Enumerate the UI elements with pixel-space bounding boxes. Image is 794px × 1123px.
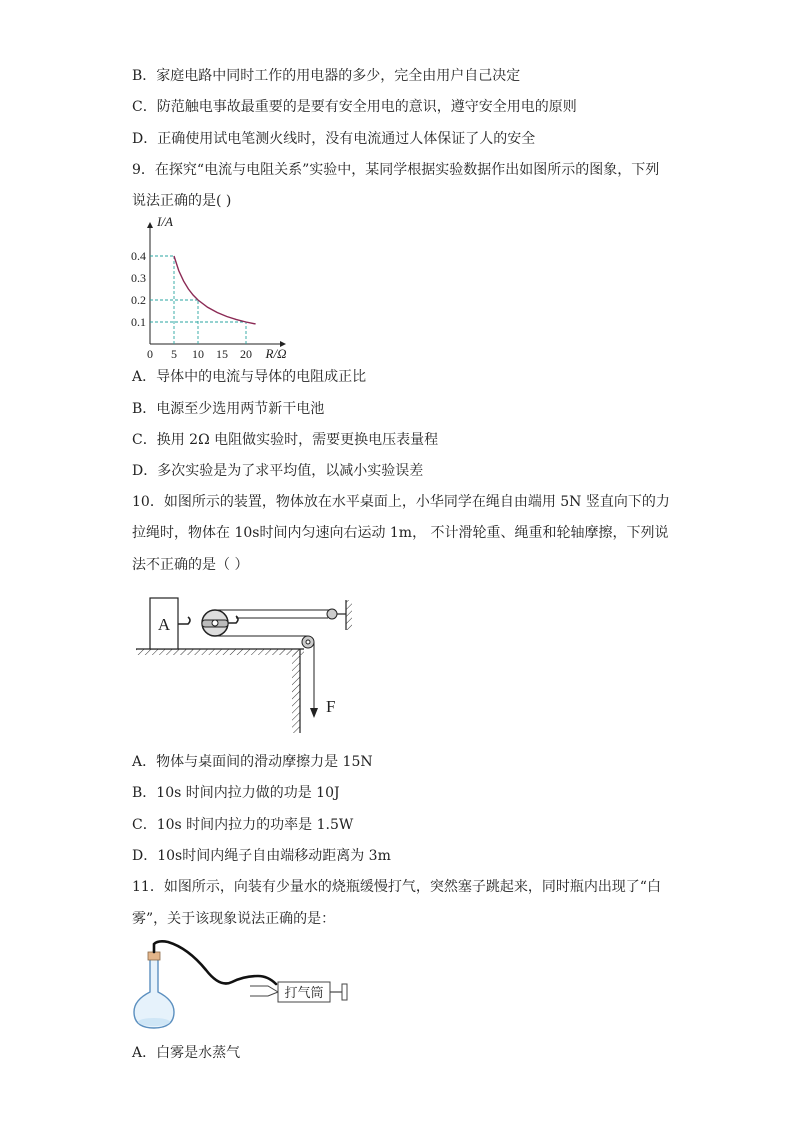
pulley-axle bbox=[212, 620, 218, 626]
q11-stem-line-1: 11．如图所示，向装有少量水的烧瓶缓慢打气，突然塞子跳起来，同时瓶内出现了“白 bbox=[132, 879, 661, 895]
q9-option-b: B．电源至少选用两节新干电池 bbox=[132, 401, 325, 417]
current-resistance-chart bbox=[128, 212, 313, 362]
x-axis-label: R/Ω bbox=[265, 346, 287, 361]
q9-option-a: A．导体中的电流与导体的电阻成正比 bbox=[132, 369, 367, 385]
chart-layer bbox=[131, 214, 286, 361]
q8-option-d: D．正确使用试电笔测火线时，没有电流通过人体保证了人的安全 bbox=[132, 131, 536, 147]
curve-series-line bbox=[174, 256, 256, 324]
fixed-pulley-wall bbox=[327, 609, 337, 619]
corner-pulley-axle bbox=[306, 640, 310, 644]
x-tick-label-1: 5 bbox=[171, 347, 177, 361]
block-a-label: A bbox=[157, 615, 171, 634]
q8-option-b: B．家庭电路中同时工作的用电器的多少，完全由用户自己决定 bbox=[132, 68, 521, 84]
pump-nozzle bbox=[250, 986, 278, 996]
force-label: F bbox=[326, 697, 336, 716]
force-arrow bbox=[310, 708, 318, 718]
q9-stem-line-1: 9．在探究“电流与电阻关系”实验中，某同学根据实验数据作出如图所示的图象，下列 bbox=[132, 162, 660, 178]
y-tick-label-3: 0.4 bbox=[131, 249, 146, 263]
pulley-figure bbox=[132, 590, 362, 735]
table-edge-hatch bbox=[292, 649, 300, 733]
q10-stem-line-2: 拉绳时，物体在 10s时间内匀速向右运动 1m， 不计滑轮重、绳重和轮轴摩擦，下列说 bbox=[132, 525, 669, 541]
q10-stem-line-3: 法不正确的是（ ） bbox=[132, 557, 249, 573]
pump-handle bbox=[342, 984, 347, 1000]
flask bbox=[134, 958, 174, 1028]
q10-option-d: D．10s时间内绳子自由端移动距离为 3m bbox=[132, 848, 391, 864]
pulley-hook-right bbox=[228, 616, 238, 623]
y-tick-label-0: 0.1 bbox=[131, 315, 146, 329]
hook bbox=[178, 617, 190, 624]
y-tick-label-2: 0.3 bbox=[131, 271, 146, 285]
q9-stem-line-2: 说法正确的是( ) bbox=[132, 193, 232, 209]
x-tick-label-2: 10 bbox=[192, 347, 204, 361]
air-tube bbox=[154, 941, 276, 984]
x-tick-label-0: 0 bbox=[147, 347, 153, 361]
y-axis-label: I/A bbox=[157, 214, 173, 229]
pump-label: 打气筒 bbox=[284, 985, 324, 1000]
y-tick-label-1: 0.2 bbox=[131, 293, 146, 307]
q9-option-d: D．多次实验是为了求平均值，以减小实验误差 bbox=[132, 463, 424, 479]
q10-option-c: C．10s 时间内拉力的功率是 1.5W bbox=[132, 817, 354, 833]
wall-hatch bbox=[346, 600, 352, 630]
y-axis-arrow bbox=[147, 222, 153, 228]
table-surface-hatch bbox=[136, 649, 304, 655]
flask-pump-figure bbox=[128, 940, 358, 1035]
q9-option-c: C．换用 2Ω 电阻做实验时，需要更换电压表量程 bbox=[132, 432, 439, 448]
q10-option-b: B．10s 时间内拉力做的功是 10J bbox=[132, 785, 340, 801]
q11-stem-line-2: 雾”，关于该现象说法正确的是： bbox=[132, 911, 336, 927]
x-tick-label-4: 20 bbox=[240, 347, 252, 361]
flask-water bbox=[138, 1018, 170, 1026]
q10-stem-line-1: 10．如图所示的装置，物体放在水平桌面上，小华同学在绳自由端用 5N 竖直向下的力 bbox=[132, 494, 670, 510]
q10-option-a: A．物体与桌面间的滑动摩擦力是 15N bbox=[132, 754, 373, 770]
q11-option-a: A．白雾是水蒸气 bbox=[132, 1045, 241, 1061]
q8-option-c: C．防范触电事故最重要的是要有安全用电的意识，遵守安全用电的原则 bbox=[132, 99, 577, 115]
x-tick-label-3: 15 bbox=[216, 347, 228, 361]
